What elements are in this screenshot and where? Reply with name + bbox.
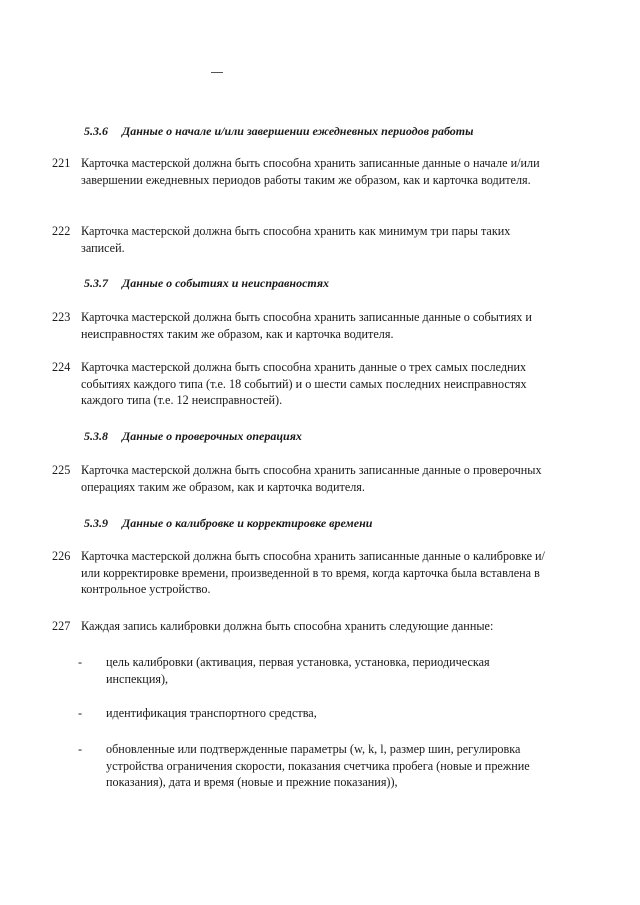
section-heading-5-3-8	[84, 429, 302, 444]
dash-marker: -	[78, 655, 83, 669]
paragraph-text: Карточка мастерской должна быть способна хранить записанные данные о проверочных операциях таким же образом, как и карточка водителя.	[81, 463, 542, 494]
paragraph-number: 224	[52, 360, 71, 374]
scan-artifact	[211, 72, 223, 73]
section-title: Данные о проверочных операциях	[122, 429, 302, 443]
section-number: 5.3.6	[84, 124, 108, 138]
list-item	[78, 741, 548, 791]
paragraph-number: 222	[52, 224, 71, 238]
section-title: Данные о событиях и неисправностях	[122, 276, 330, 290]
list-item	[78, 705, 548, 722]
paragraph-text: Карточка мастерской должна быть способна хранить записанные данные о событиях и неисправностях таким же образом, как и карточка водителя.	[81, 310, 532, 341]
paragraph-number: 225	[52, 463, 71, 477]
paragraph-226	[52, 548, 552, 598]
paragraph-text: Карточка мастерской должна быть способна хранить как минимум три пары таких записей.	[81, 224, 511, 255]
section-title: Данные о начале и/или завершении ежедневных периодов работы	[122, 124, 474, 138]
paragraph-223	[52, 309, 552, 342]
paragraph-text: Карточка мастерской должна быть способна хранить записанные данные о начале и/или завершении ежедневных периодов работы таким же образом, как и карточка водителя.	[81, 156, 540, 187]
dash-marker: -	[78, 706, 83, 720]
section-number: 5.3.7	[84, 276, 108, 290]
paragraph-221	[52, 155, 552, 188]
paragraph-text: Каждая запись калибровки должна быть способна хранить следующие данные:	[81, 619, 494, 633]
paragraph-number: 227	[52, 619, 71, 633]
paragraph-number: 223	[52, 310, 71, 324]
paragraph-text: Карточка мастерской должна быть способна хранить данные о трех самых последних событиях каждого типа (т.е. 18 событий) и о шести самых последних неисправностях каждого типа (т.е. 12 неисправностей).	[81, 360, 527, 407]
list-item-text: обновленные или подтвержденные параметры (w, k, l, размер шин, регулировка устройства ограничения скорости, показания счетчика пробега (новые и прежние показания), дата и время (новые и прежние показания)),	[106, 742, 530, 789]
section-number: 5.3.9	[84, 516, 108, 530]
paragraph-224	[52, 359, 552, 409]
paragraph-222	[52, 223, 552, 256]
dash-marker: -	[78, 742, 83, 756]
section-heading-5-3-6	[84, 124, 473, 139]
list-item-text: цель калибровки (активация, первая установка, установка, периодическая инспекция),	[106, 655, 490, 686]
section-heading-5-3-7	[84, 276, 329, 291]
list-item-text: идентификация транспортного средства,	[106, 706, 317, 720]
section-heading-5-3-9	[84, 516, 372, 531]
list-item	[78, 654, 548, 687]
paragraph-227	[52, 618, 552, 635]
paragraph-number: 226	[52, 549, 71, 563]
section-number: 5.3.8	[84, 429, 108, 443]
paragraph-number: 221	[52, 156, 71, 170]
paragraph-225	[52, 462, 552, 495]
section-title: Данные о калибровке и корректировке времени	[122, 516, 373, 530]
paragraph-text: Карточка мастерской должна быть способна хранить записанные данные о калибровке и/или корректировке времени, произведенной в то время, когда карточка была вставлена в контрольное устройство.	[81, 549, 545, 596]
